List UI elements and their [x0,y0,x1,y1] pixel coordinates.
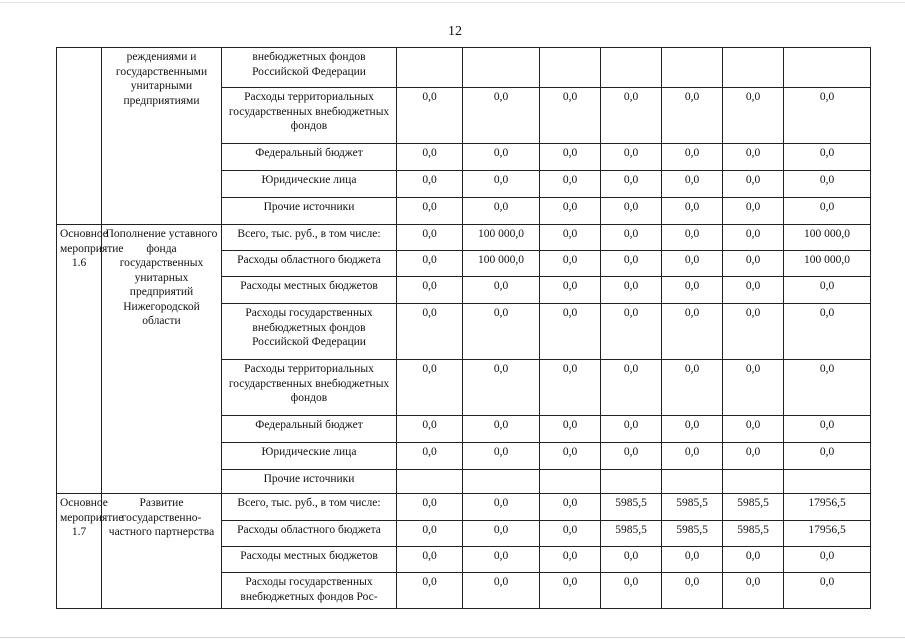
value-cell: 0,0 [723,360,784,416]
funding-source-cell: Юридические лица [222,171,397,198]
value-cell: 0,0 [601,171,662,198]
value-cell: 0,0 [540,251,601,277]
measure-name-cell: реждениями и государственными унитарными предприятиями [102,48,222,225]
value-cell: 0,0 [601,416,662,443]
value-cell: 0,0 [601,304,662,360]
measure-name-cell: Развитие государственно-частного партнерства [102,494,222,609]
value-cell: 0,0 [463,416,540,443]
value-cell: 0,0 [397,88,463,144]
value-cell [784,470,871,494]
measure-code-cell: Основное мероприятие 1.7 [57,494,102,609]
value-cell: 0,0 [662,144,723,171]
funding-source-cell: Расходы территориальных государственных внебюджетных фондов [222,88,397,144]
value-cell: 0,0 [397,251,463,277]
value-cell: 0,0 [662,88,723,144]
value-cell: 0,0 [397,494,463,521]
funding-source-cell: Всего, тыс. руб., в том числе: [222,225,397,251]
value-cell: 0,0 [723,573,784,609]
value-cell: 5985,5 [601,494,662,521]
measure-code-cell: Основное мероприятие 1.6 [57,225,102,494]
value-cell: 0,0 [662,198,723,225]
scan-edge-bottom [0,637,905,638]
value-cell: 0,0 [397,144,463,171]
value-cell: 0,0 [397,573,463,609]
value-cell: 0,0 [784,171,871,198]
value-cell [784,48,871,88]
value-cell: 5985,5 [723,521,784,547]
value-cell: 0,0 [784,88,871,144]
value-cell: 0,0 [601,225,662,251]
value-cell [463,470,540,494]
table-row [57,494,871,521]
value-cell [540,470,601,494]
value-cell: 100 000,0 [463,251,540,277]
value-cell: 0,0 [397,521,463,547]
funding-source-cell: Юридические лица [222,443,397,470]
value-cell: 0,0 [662,277,723,304]
value-cell: 0,0 [601,573,662,609]
value-cell: 0,0 [463,547,540,573]
funding-source-cell: Расходы государственных внебюджетных фондов Российской Федерации [222,304,397,360]
value-cell: 5985,5 [662,494,723,521]
value-cell: 0,0 [662,251,723,277]
value-cell: 0,0 [723,416,784,443]
value-cell: 0,0 [397,443,463,470]
table-row [57,225,871,251]
value-cell: 0,0 [463,171,540,198]
value-cell: 0,0 [540,171,601,198]
value-cell: 0,0 [601,88,662,144]
value-cell [601,48,662,88]
value-cell: 0,0 [601,360,662,416]
value-cell: 0,0 [723,144,784,171]
measure-code-cell [57,48,102,225]
value-cell: 100 000,0 [784,225,871,251]
value-cell: 0,0 [540,277,601,304]
value-cell: 0,0 [784,144,871,171]
value-cell: 0,0 [463,277,540,304]
value-cell: 0,0 [723,251,784,277]
funding-source-cell: Расходы государственных внебюджетных фондов Рос- [222,573,397,609]
value-cell: 0,0 [723,171,784,198]
value-cell: 0,0 [723,225,784,251]
value-cell: 0,0 [784,360,871,416]
value-cell: 0,0 [397,360,463,416]
value-cell: 0,0 [540,521,601,547]
funding-source-cell: Федеральный бюджет [222,416,397,443]
value-cell: 0,0 [540,88,601,144]
value-cell: 0,0 [662,171,723,198]
value-cell: 0,0 [540,416,601,443]
value-cell: 0,0 [397,171,463,198]
funding-source-cell: Расходы местных бюджетов [222,547,397,573]
value-cell: 0,0 [397,304,463,360]
value-cell: 5985,5 [601,521,662,547]
value-cell: 0,0 [540,360,601,416]
value-cell: 0,0 [723,88,784,144]
scan-edge-top [0,2,905,3]
value-cell [662,470,723,494]
value-cell: 0,0 [784,547,871,573]
value-cell: 0,0 [463,144,540,171]
funding-source-cell: Федеральный бюджет [222,144,397,171]
funding-source-cell: Прочие источники [222,470,397,494]
value-cell: 0,0 [662,225,723,251]
funding-source-cell: Расходы областного бюджета [222,521,397,547]
funding-source-cell: Расходы местных бюджетов [222,277,397,304]
value-cell: 100 000,0 [784,251,871,277]
value-cell [463,48,540,88]
table-row [57,48,871,88]
value-cell: 0,0 [784,443,871,470]
value-cell: 0,0 [784,277,871,304]
value-cell: 0,0 [601,251,662,277]
value-cell [662,48,723,88]
value-cell: 0,0 [540,144,601,171]
value-cell: 0,0 [540,547,601,573]
value-cell: 0,0 [784,416,871,443]
value-cell [540,48,601,88]
value-cell: 0,0 [463,494,540,521]
value-cell: 0,0 [662,416,723,443]
value-cell: 0,0 [723,547,784,573]
value-cell: 0,0 [662,360,723,416]
value-cell: 0,0 [540,304,601,360]
value-cell: 0,0 [540,443,601,470]
value-cell: 0,0 [662,573,723,609]
value-cell: 0,0 [397,416,463,443]
value-cell: 0,0 [784,198,871,225]
value-cell: 0,0 [463,443,540,470]
value-cell: 0,0 [463,88,540,144]
value-cell: 100 000,0 [463,225,540,251]
value-cell: 0,0 [463,573,540,609]
value-cell: 0,0 [540,198,601,225]
value-cell: 0,0 [723,277,784,304]
funding-source-cell: Прочие источники [222,198,397,225]
budget-table [56,47,871,609]
measure-name-cell: Пополнение уставного фонда государственных унитарных предприятий Нижегородской области [102,225,222,494]
value-cell: 0,0 [540,225,601,251]
value-cell: 0,0 [601,144,662,171]
value-cell: 0,0 [397,277,463,304]
value-cell [397,48,463,88]
value-cell: 0,0 [662,443,723,470]
funding-source-cell: Расходы областного бюджета [222,251,397,277]
value-cell: 0,0 [662,547,723,573]
value-cell: 0,0 [463,360,540,416]
value-cell: 0,0 [463,521,540,547]
value-cell: 0,0 [397,198,463,225]
funding-source-cell: внебюджетных фондов Российской Федерации [222,48,397,88]
value-cell: 0,0 [397,547,463,573]
value-cell: 0,0 [601,443,662,470]
value-cell [723,48,784,88]
value-cell [601,470,662,494]
value-cell: 0,0 [723,198,784,225]
value-cell: 5985,5 [662,521,723,547]
value-cell: 17956,5 [784,521,871,547]
value-cell: 17956,5 [784,494,871,521]
value-cell: 0,0 [463,304,540,360]
value-cell: 0,0 [662,304,723,360]
value-cell: 0,0 [397,225,463,251]
funding-source-cell: Всего, тыс. руб., в том числе: [222,494,397,521]
value-cell: 0,0 [601,277,662,304]
value-cell: 0,0 [723,443,784,470]
value-cell: 0,0 [723,304,784,360]
value-cell: 0,0 [540,573,601,609]
value-cell: 5985,5 [723,494,784,521]
value-cell: 0,0 [784,304,871,360]
value-cell: 0,0 [784,573,871,609]
value-cell: 0,0 [463,198,540,225]
page-number: 12 [448,24,462,39]
value-cell: 0,0 [601,198,662,225]
value-cell [397,470,463,494]
value-cell [723,470,784,494]
value-cell: 0,0 [601,547,662,573]
value-cell: 0,0 [540,494,601,521]
funding-source-cell: Расходы территориальных государственных внебюджетных фондов [222,360,397,416]
